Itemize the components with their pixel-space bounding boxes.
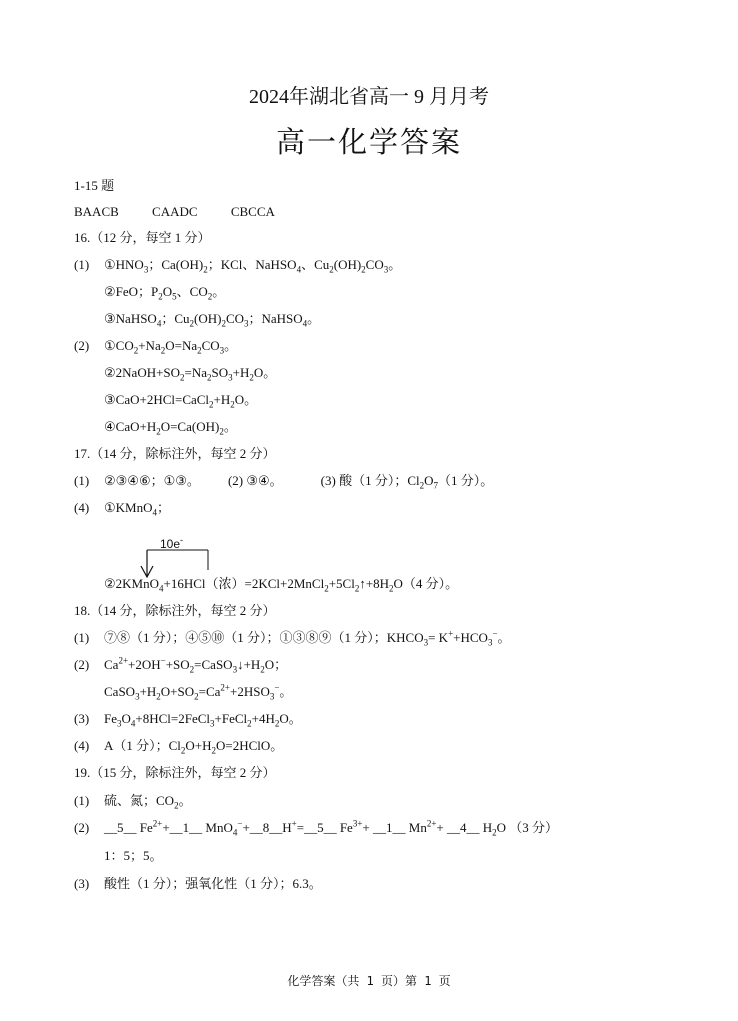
q16-p2-line4: $④CaO+H_2O=Ca(OH)_2$。 — [104, 419, 237, 437]
q18-header: 18.（14 分，除标注外，每空 2 分） — [74, 603, 276, 618]
q18-line5: A（1 分）；$Cl_2O+H_2O=2HClO$。 — [104, 738, 284, 756]
mc-answers — [74, 204, 275, 220]
q17-line1: ②③④⑥；①③。 (2) ③④。 (3) 酸（1 分）；$Cl_2O_7(1$ 分）。 — [104, 473, 494, 491]
q16-p2-label: (2) — [74, 338, 90, 353]
answer-title: 高一化学答案 — [275, 125, 462, 159]
q19-l4-label: (3) — [74, 876, 90, 891]
q19-header: 19.（15 分，除标注外，每空 2 分） — [74, 765, 276, 780]
mc-group-3: CBCCA — [230, 204, 275, 219]
q16-p2-line3: $③CaO+2HCl=CaCl_2+H_2O$。 — [104, 392, 258, 410]
q17-header: 17.（14 分，除标注外，每空 2 分） — [74, 446, 276, 461]
q18-line4: $Fe_3O_4+8HCl=2FeCl_3+FeCl_2+4H_2O$。 — [104, 711, 302, 729]
q16-header: 16.（12 分，每空 1 分） — [74, 230, 211, 245]
q19-l2-label: (2) — [74, 820, 90, 835]
q19-line3: 1：5；5。 — [104, 848, 163, 863]
q19-line4: 酸性（1 分）；强氧化性（1 分）；6.3。 — [104, 876, 322, 891]
q16-p2-line2: $②2NaOH+SO_2=Na_2SO_3+H_2O$。 — [104, 365, 277, 383]
q18-line3: $CaSO_3+H_2O+SO_2=Ca^{2+}+2HSO_3^-$。 — [104, 682, 293, 702]
q18-line1: ⑦⑧（1 分）；④⑤⑩（1 分）；①③⑧⑨（1 分）；$KHCO_3= K^++HCO_3^-$。 — [104, 628, 511, 648]
q17-line5: ②2KMnO$_4$+16HCl（浓）$=2KCl+2MnCl_2+5Cl_2↑+8H_2O(4$ 分）。 — [104, 576, 459, 594]
q17-l4-label: (4) — [74, 500, 90, 515]
q16-p1-line3: ③NaHSO$_4$；$Cu_2(OH)_2CO_3$；NaHSO$_4$。 — [104, 311, 321, 329]
exam-title: 2024年湖北省高一 9 月月考 — [249, 86, 489, 108]
mc-header: 1-15 题 — [74, 178, 115, 193]
q19-l1-label: (1) — [74, 793, 90, 808]
q16-p1-label: (1) — [74, 257, 90, 272]
q19-line1: 硫、氮；$CO_2$。 — [104, 793, 192, 811]
q18-line2: $Ca^{2+}+2OH^-+SO_2=CaSO_3↓+H_2O$； — [104, 655, 288, 675]
page-footer: 化学答案（共 1 页）第 1 页 — [287, 974, 451, 988]
q19-line2: __5__ $Fe^{2+}+\_\_1\_\_$ MnO$_4$−+__8__H+=__5__ $Fe^{3+}+$ __1__ $Mn^{2+}+$ __4__ $H_2O$ （3 分） — [104, 818, 559, 838]
mc-group-2: CAADC — [152, 204, 198, 219]
electron-label: 10e- — [160, 535, 184, 551]
q16-p1-line2: ②FeO；$P_2O_5$、$CO_2$。 — [104, 284, 226, 302]
q17-line4: ①KMnO$_4$； — [104, 500, 171, 518]
q18-l5-label: (4) — [74, 738, 90, 753]
q17-l1-label: (1) — [74, 473, 90, 488]
q18-l4-label: (3) — [74, 711, 90, 726]
q16-p1-line1: $①HNO_3$；$Ca(OH)_2$；KCl、NaHSO$_4$、$Cu_2(OH)_2CO_3$。 — [104, 257, 402, 275]
q18-l1-label: (1) — [74, 630, 90, 645]
q18-l2-label: (2) — [74, 657, 90, 672]
q16-p2-line1: $①CO_2+Na_2O=Na_2CO_3$。 — [104, 338, 238, 356]
mc-group-1: BAACB — [74, 204, 119, 219]
